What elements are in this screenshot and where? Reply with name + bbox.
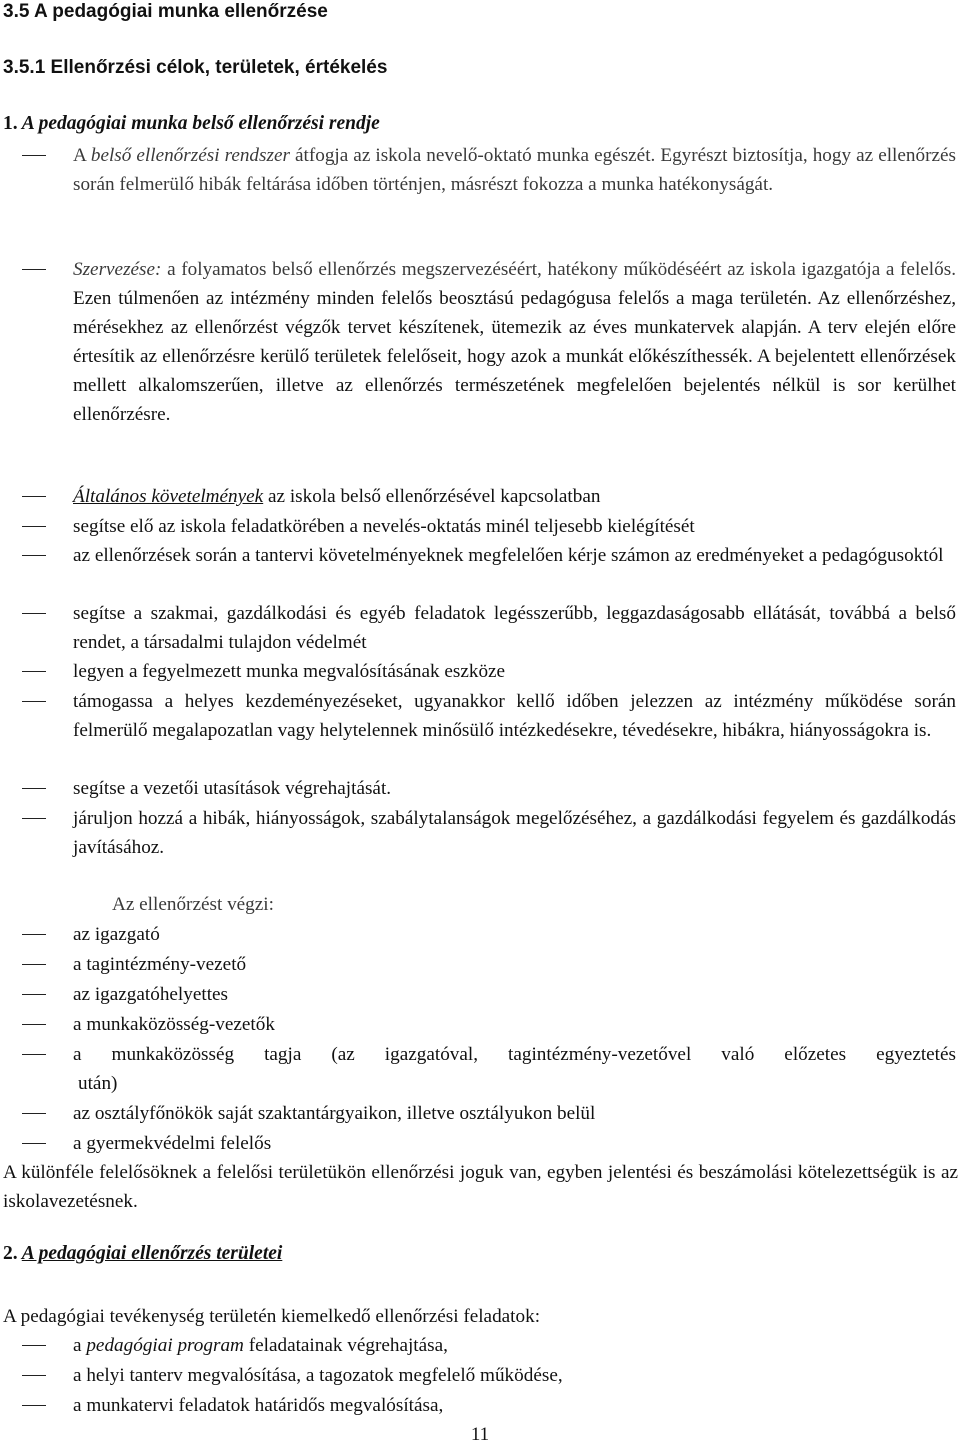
subheading-2: [3, 1243, 282, 1265]
dash-bullet-icon: [22, 818, 46, 819]
subheading-1-number: 1.: [3, 113, 18, 134]
requirement-text: legyen a fegyelmezett munka megvalósításának eszköze: [73, 661, 506, 682]
requirement-text: támogassa a helyes kezdeményezéseket, ugyanakkor kellő időben jelezzen az intézmény működése során felmerülő megalapozatlan vagy helytelennek minősülő intézkedésekre, tévedésekre, hibákra, hiányosságokra is.: [73, 691, 956, 741]
page-number: 11: [470, 1424, 490, 1445]
dash-bullet-icon: [22, 613, 46, 614]
dash-bullet-icon: [22, 994, 46, 995]
requirements-lead-text: Általános követelmények az iskola belső ellenőrzésével kapcsolatban: [73, 486, 601, 507]
dash-bullet-icon: [22, 1405, 46, 1406]
requirement-text: járuljon hozzá a hibák, hiányosságok, szabálytalanságok megelőzéséhez, a gazdálkodási fegyelem és gazdálkodás javításához.: [73, 808, 956, 858]
emphasis: Szervezése:: [73, 259, 162, 280]
subheading-1: [3, 113, 380, 135]
inspector-text: a munkaközösség tagja (az igazgatóval, tagintézmény-vezetővel való előzetes egyeztetés: [73, 1044, 956, 1065]
dash-bullet-icon: [22, 1024, 46, 1025]
inspector-text: a tagintézmény-vezető: [73, 954, 247, 975]
area-text: a pedagógiai program feladatainak végrehajtása,: [73, 1335, 448, 1356]
requirement-text: segítse a vezetői utasítások végrehajtását.: [73, 778, 392, 799]
dash-bullet-icon: [22, 1143, 46, 1144]
subheading-2-number: 2.: [3, 1243, 18, 1264]
dash-bullet-icon: [22, 526, 46, 527]
dash-bullet-icon: [22, 934, 46, 935]
dash-bullet-icon: [22, 269, 46, 270]
dash-bullet-icon: [22, 555, 46, 556]
requirement-text: az ellenőrzések során a tantervi követelményeknek megfelelően kérje számon az eredményeket a pedagógusoktól: [73, 545, 944, 566]
heading-3-5: 3.5 A pedagógiai munka ellenőrzése: [3, 1, 328, 22]
area-text: a munkatervi feladatok határidős megvalósítása,: [73, 1395, 444, 1416]
inspector-text: az osztályfőnökök saját szaktantárgyaikon, illetve osztályukon belül: [73, 1103, 596, 1124]
emphasis: pedagógiai program: [86, 1335, 244, 1356]
dash-bullet-icon: [22, 1345, 46, 1346]
dash-bullet-icon: [22, 671, 46, 672]
heading-3-5-1: 3.5.1 Ellenőrzési célok, területek, értékelés: [3, 57, 388, 78]
subheading-1-title: A pedagógiai munka belső ellenőrzési rendje: [21, 113, 380, 134]
inspector-text: a gyermekvédelmi felelős: [73, 1133, 272, 1154]
dash-bullet-icon: [22, 1375, 46, 1376]
dash-bullet-icon: [22, 1113, 46, 1114]
emphasis: belső ellenőrzési rendszer: [90, 145, 290, 166]
inspectors-title: Az ellenőrzést végzi:: [112, 894, 274, 915]
inspector-text: az igazgató: [73, 924, 160, 945]
area-text: a helyi tanterv megvalósítása, a tagozatok megfelelő működése,: [73, 1365, 563, 1386]
inspectors-closing: A különféle felelősöknek a felelősi területükön ellenőrzési joguk van, egyben jelentési és beszámolási kötelezettségük is az iskolavezetésnek.: [3, 1162, 958, 1212]
dash-bullet-icon: [22, 496, 46, 497]
dash-bullet-icon: [22, 788, 46, 789]
inspector-item-continuation: után): [78, 1073, 118, 1094]
dash-bullet-icon: [22, 701, 46, 702]
inspector-text: a munkaközösség-vezetők: [73, 1014, 275, 1035]
dash-bullet-icon: [22, 155, 46, 156]
requirement-text: segítse a szakmai, gazdálkodási és egyéb feladatok legésszerűbb, leggazdaságosabb ellátását, továbbá a belső rendet, a társadalmi tulajdon védelmét: [73, 603, 956, 653]
intro-item-2-text: Szervezése: a folyamatos belső ellenőrzés megszervezéséért, hatékony működéséért az iskola igazgatója a felelős. Ezen túlmenően az intézmény minden felelős beosztású pedagógusa felelős a maga területén. Az ellenőrzéshez, mérésekhez az ellenőrzést végzők tervet készítenek, ütemezik az éves munkatervek alapján. A terv elején előre értesítik az ellenőrzésre kerülő területek felelőseit, hogy azok a munkát előkészíthessék. A bejelentett ellenőrzések mellett alkalomszerűen, illetve az ellenőrzés természetének megfelelően bejelentés nélkül is sor kerülhet ellenőrzésre.: [73, 259, 956, 425]
emphasis: Általános követelmények: [73, 486, 264, 507]
areas-lead: A pedagógiai tevékenység területén kiemelkedő ellenőrzési feladatok:: [3, 1306, 541, 1327]
inspector-text: az igazgatóhelyettes: [73, 984, 229, 1005]
requirement-text: segítse elő az iskola feladatkörében a nevelés-oktatás minél teljesebb kielégítését: [73, 516, 695, 537]
dash-bullet-icon: [22, 1054, 46, 1055]
intro-item-1-text: A belső ellenőrzési rendszer átfogja az iskola nevelő-oktató munka egészét. Egyrészt biztosítja, hogy az ellenőrzés során felmerülő hibák feltárása időben történjen, másrészt fokozza a munka hatékonyságát.: [73, 145, 956, 195]
dash-bullet-icon: [22, 964, 46, 965]
subheading-2-title: A pedagógiai ellenőrzés területei: [21, 1243, 283, 1264]
